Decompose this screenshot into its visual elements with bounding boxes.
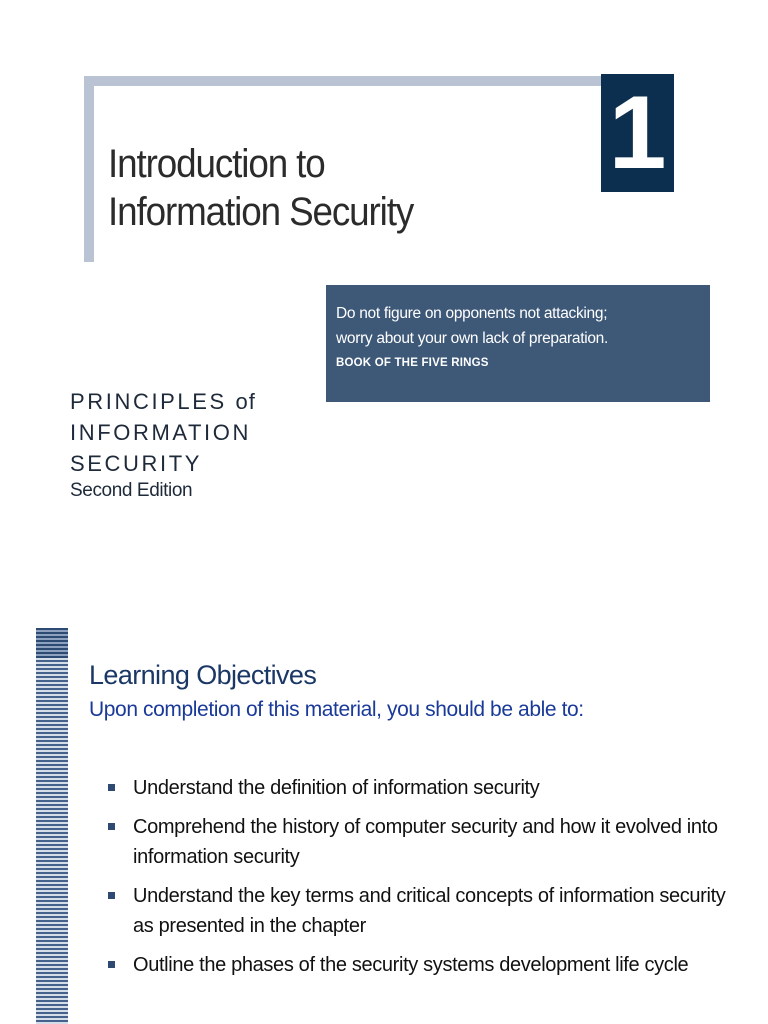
square-bullet-icon xyxy=(108,961,115,968)
frame-top-border xyxy=(84,76,604,86)
quote-line-2: worry about your own lack of preparation. xyxy=(336,330,609,347)
objective-text: Understand the key terms and critical concepts of information security as presented in the chapter xyxy=(133,885,726,937)
chapter-title-line-1: Introduction to xyxy=(108,142,325,186)
chapter-number-badge: 1 xyxy=(601,74,674,192)
square-bullet-icon xyxy=(108,823,115,830)
book-title-of: of xyxy=(235,389,256,414)
book-edition: Second Edition xyxy=(70,480,193,501)
quote-line-1: Do not figure on opponents not attacking; xyxy=(336,305,608,322)
objective-text: Outline the phases of the security systems development life cycle xyxy=(133,954,689,976)
list-item xyxy=(108,950,728,980)
book-title-block xyxy=(70,386,256,503)
objective-text: Understand the definition of information security xyxy=(133,777,540,799)
decorative-stripe-bar-head xyxy=(36,628,68,658)
chapter-title xyxy=(108,140,550,236)
objectives-subtitle: Upon completion of this material, you should be able to: xyxy=(89,698,584,721)
quote-box xyxy=(326,285,710,402)
book-title-line-2: INFORMATION xyxy=(70,420,251,445)
book-title-line-3: SECURITY xyxy=(70,451,203,476)
book-title-principles: PRINCIPLES xyxy=(70,389,227,414)
list-item xyxy=(108,773,728,803)
objectives-list xyxy=(108,773,728,989)
objective-text: Comprehend the history of computer security and how it evolved into information security xyxy=(133,816,718,868)
book-title-line-1 xyxy=(70,386,256,417)
quote-source: BOOK OF THE FIVE RINGS xyxy=(336,357,489,369)
objectives-title: Learning Objectives xyxy=(89,660,317,690)
frame-left-border xyxy=(84,76,94,262)
chapter-title-line-2: Information Security xyxy=(108,190,414,234)
decorative-stripe-bar xyxy=(36,628,68,1024)
list-item xyxy=(108,881,728,941)
square-bullet-icon xyxy=(108,892,115,899)
square-bullet-icon xyxy=(108,784,115,791)
list-item xyxy=(108,812,728,872)
